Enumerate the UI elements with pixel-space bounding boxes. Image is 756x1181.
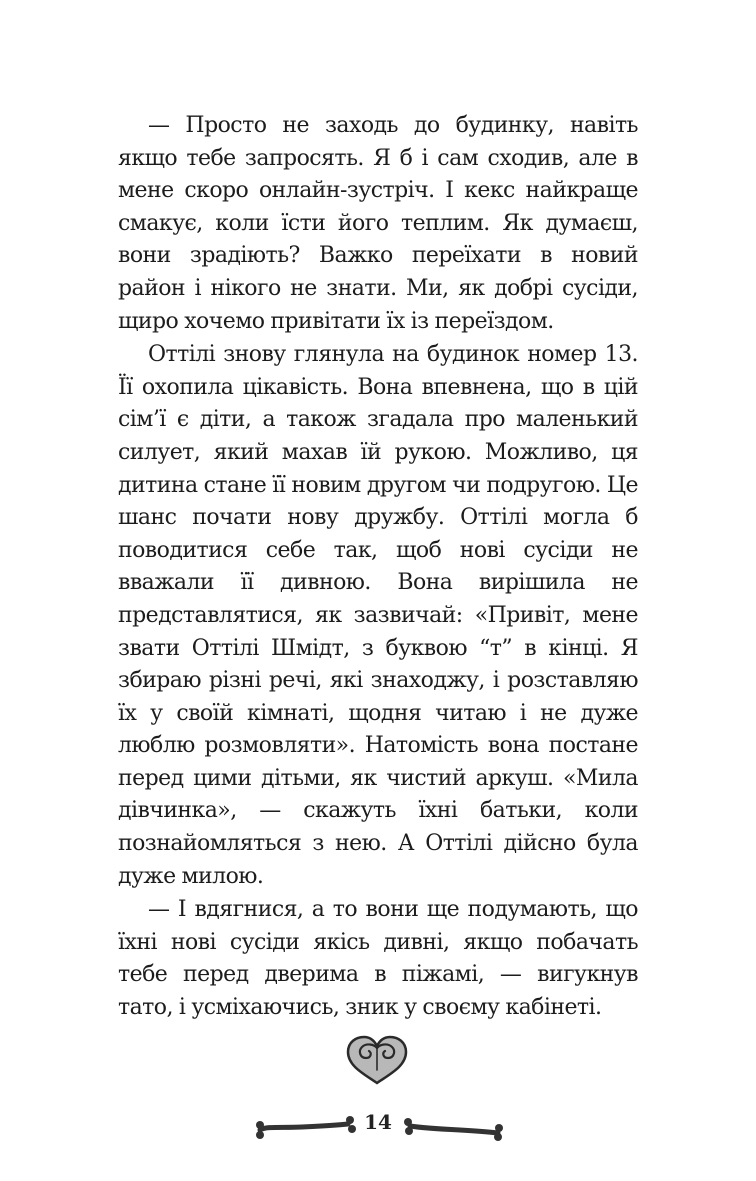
bone-right-icon <box>400 1112 508 1142</box>
paragraph-dialogue-dad: — Просто не заходь до будинку, навіть якщо тебе запросять. Я б і сам сходив, але в мене скоро онлайн-зустріч. І кекс найкраще смакує, коли їсти його теплим. Як думаєш, вони зрадіють? Важко переїхати в новий район і нікого не знати. Ми, як добрі сусіди, щиро хочемо привітати їх із переїздом. <box>118 113 638 334</box>
page-footer <box>0 1100 756 1150</box>
body-text <box>118 110 638 1025</box>
page-number: 14 <box>364 1110 392 1134</box>
heart-swirl-icon <box>344 1034 410 1086</box>
paragraph-dad-exit: — І вдягнися, а то вони ще подумають, що їхні нові сусіди якісь дивні, якщо побачать тебе перед дверима в піжамі, — вигукнув тато, і усміхаючись, зник у своєму кабінеті. <box>118 897 638 1021</box>
paragraph-ottilie-thoughts: Оттілі знову глянула на будинок номер 13. Її охопила цікавість. Вона впевнена, що в цій сім’ї є діти, а також згадала про маленький силует, який махав їй рукою. Можливо, ця дитина стане її новим другом чи подругою. Це шанс почати нову дружбу. Оттілі могла б поводитися себе так, щоб нові сусіди не вважали її дивною. Вона вирішила не представлятися, як зазвичай: «Привіт, мене звати Оттілі Шмідт, з буквою “т” в кінці. Я збираю різні речі, які знаходжу, і розставляю їх у своїй кімнаті, щодня читаю і не дуже люблю розмовляти». Натомість вона постане перед цими дітьми, як чистий аркуш. «Мила дівчинка», — скажуть їхні батьки, коли познайомляться з нею. А Оттілі дійсно була дуже милою. <box>118 342 638 889</box>
bone-left-icon <box>252 1112 360 1142</box>
